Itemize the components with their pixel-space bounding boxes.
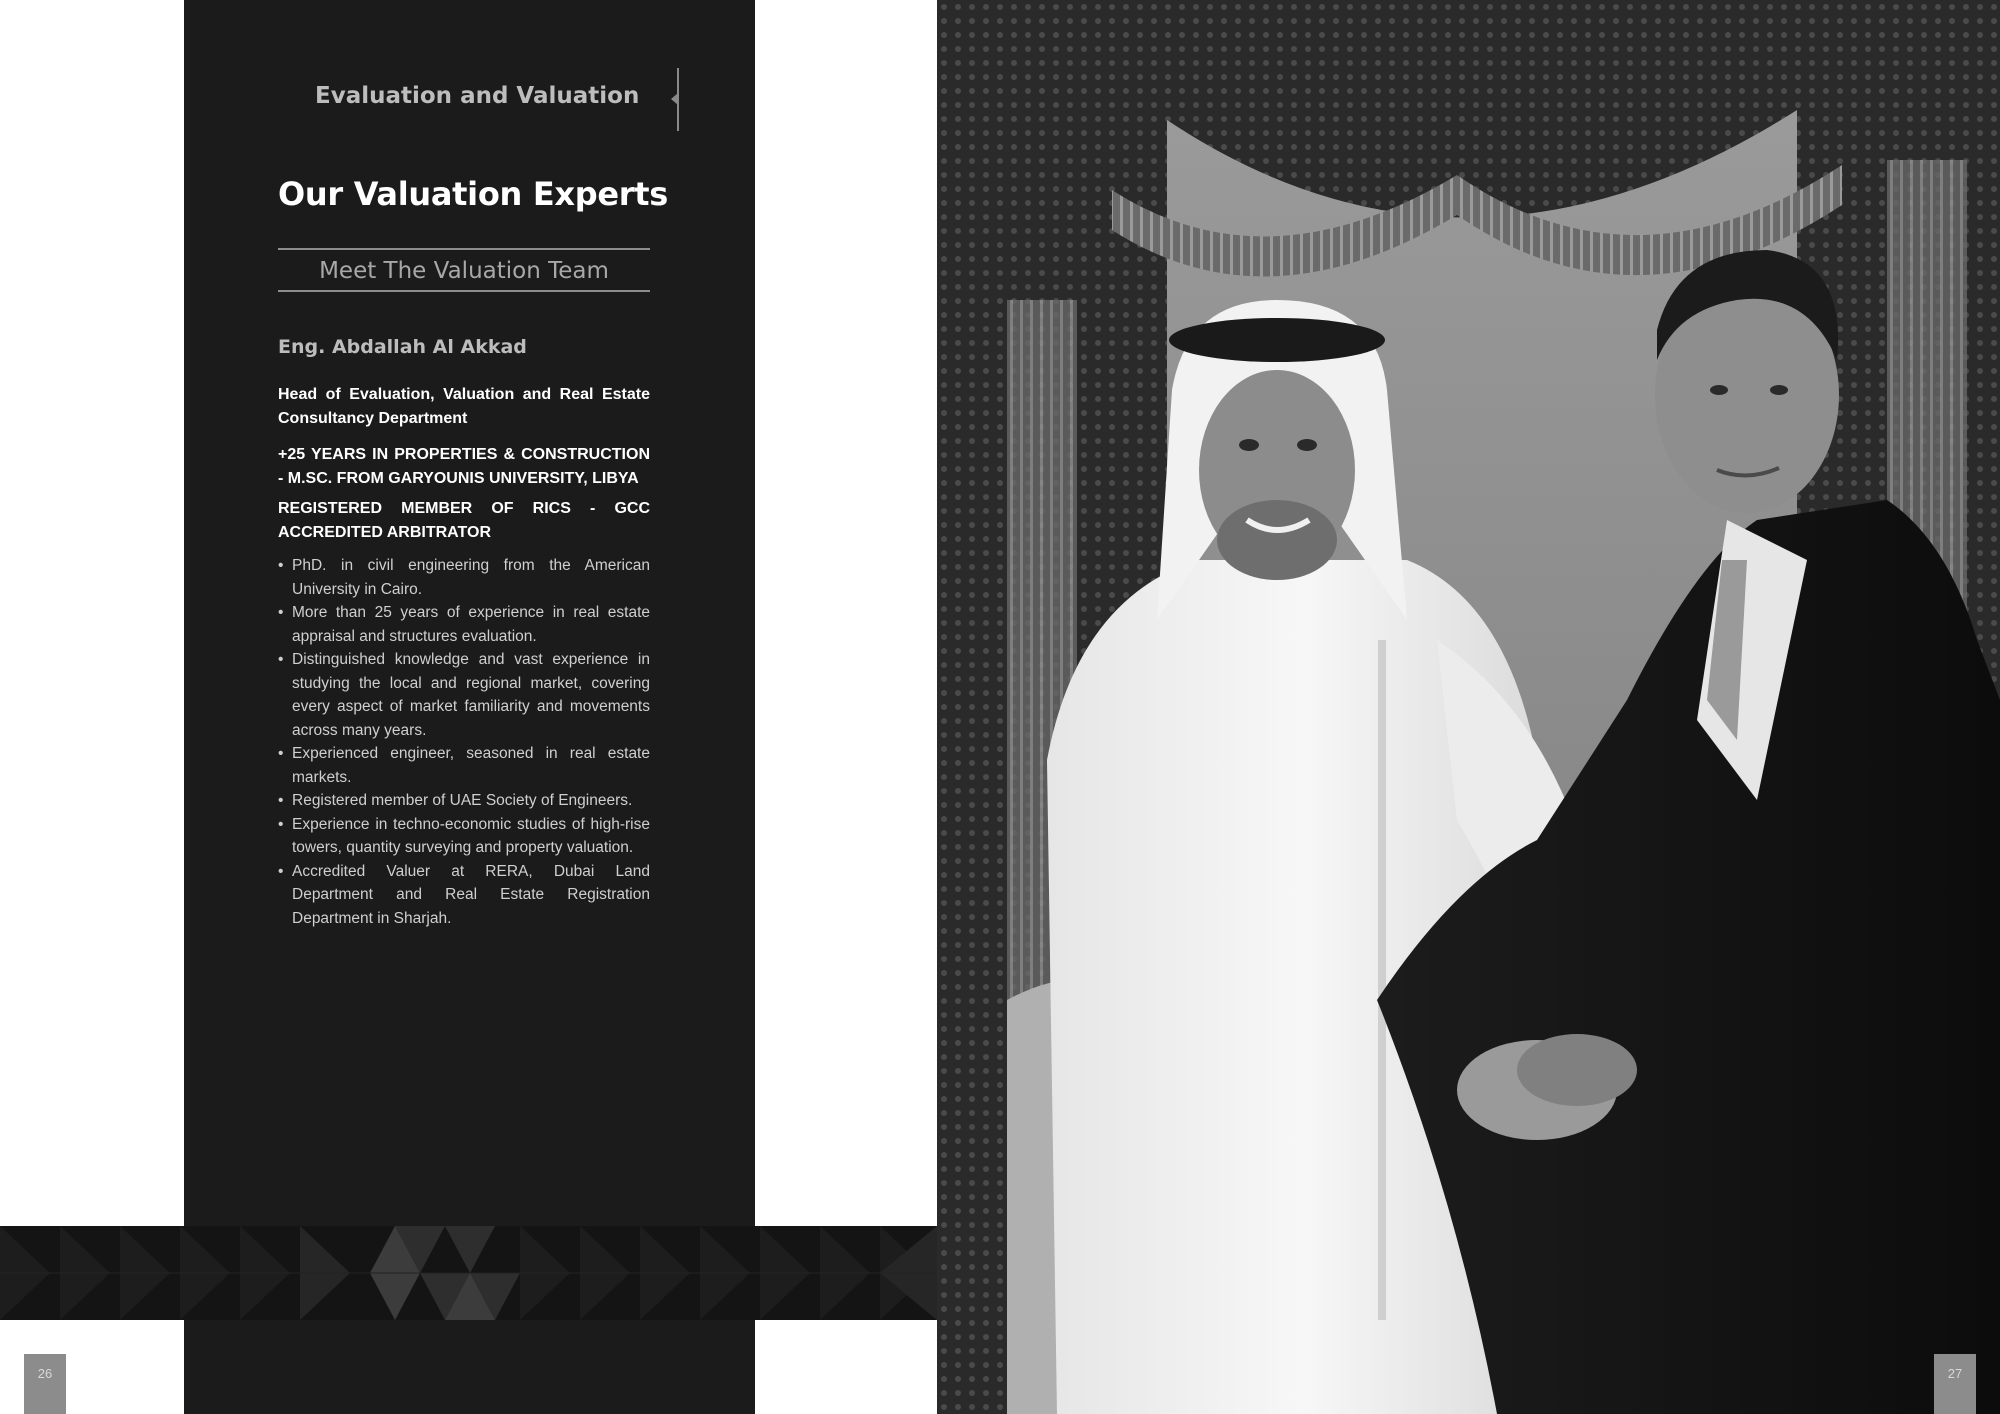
bullet-icon: •: [278, 815, 284, 833]
expert-name: Eng. Abdallah Al Akkad: [278, 336, 527, 358]
bullet-icon: •: [278, 557, 284, 574]
photo-image-icon: [937, 0, 2000, 1414]
bullet-icon: •: [278, 651, 284, 668]
page-number-box: [1934, 1354, 1976, 1414]
page-number-box: [24, 1354, 66, 1414]
expert-position: Head of Evaluation, Valuation and Real Estate Consultancy Department: [278, 386, 650, 427]
page-number: 26: [37, 1366, 53, 1381]
expert-membership: REGISTERED MEMBER OF RICS - GCC ACCREDITED ARBITRATOR: [278, 500, 650, 541]
bullet-icon: •: [278, 862, 284, 880]
list-item-text: Accredited Valuer at RERA, Dubai Land Department and Real Estate Registration Department in Sharjah.: [292, 862, 650, 927]
subtitle-rule-top: [278, 248, 650, 250]
list-item-text: Experience in techno-economic studies of high-rise towers, quantity surveying and property valuation.: [292, 815, 650, 856]
left-page: [0, 0, 937, 1414]
list-item: [278, 813, 650, 860]
list-item: [278, 742, 650, 789]
bullet-icon: •: [278, 745, 284, 762]
page-number: 27: [1947, 1366, 1963, 1381]
expert-qualification: +25 YEARS IN PROPERTIES & CONSTRUCTION - M.SC. FROM GARYOUNIS UNIVERSITY, LIBYA: [278, 446, 650, 487]
experience-list: [278, 554, 650, 930]
section-heading: Evaluation and Valuation: [315, 83, 640, 109]
list-item: [278, 648, 650, 742]
list-item-text: Experienced engineer, seasoned in real estate markets.: [292, 745, 650, 786]
page-title: Our Valuation Experts: [278, 175, 668, 213]
triangle-pattern-icon: [0, 1226, 937, 1320]
list-item-text: Distinguished knowledge and vast experience in studying the local and regional market, covering every aspect of market familiarity and movements across many years.: [292, 651, 650, 739]
bullet-icon: •: [278, 792, 284, 809]
subtitle-rule-bottom: [278, 290, 650, 292]
handshake-photo: [937, 0, 2000, 1414]
bullet-icon: •: [278, 604, 284, 621]
list-item: [278, 554, 650, 601]
list-item: [278, 601, 650, 648]
decorative-band: [0, 1226, 937, 1320]
list-item: [278, 789, 650, 813]
page-subtitle: Meet The Valuation Team: [319, 258, 609, 284]
divider-arrow-icon: [671, 93, 678, 105]
list-item-text: Registered member of UAE Society of Engineers.: [292, 792, 633, 809]
list-item-text: More than 25 years of experience in real estate appraisal and structures evaluation.: [292, 604, 650, 645]
list-item: [278, 860, 650, 931]
list-item-text: PhD. in civil engineering from the American University in Cairo.: [292, 557, 650, 598]
